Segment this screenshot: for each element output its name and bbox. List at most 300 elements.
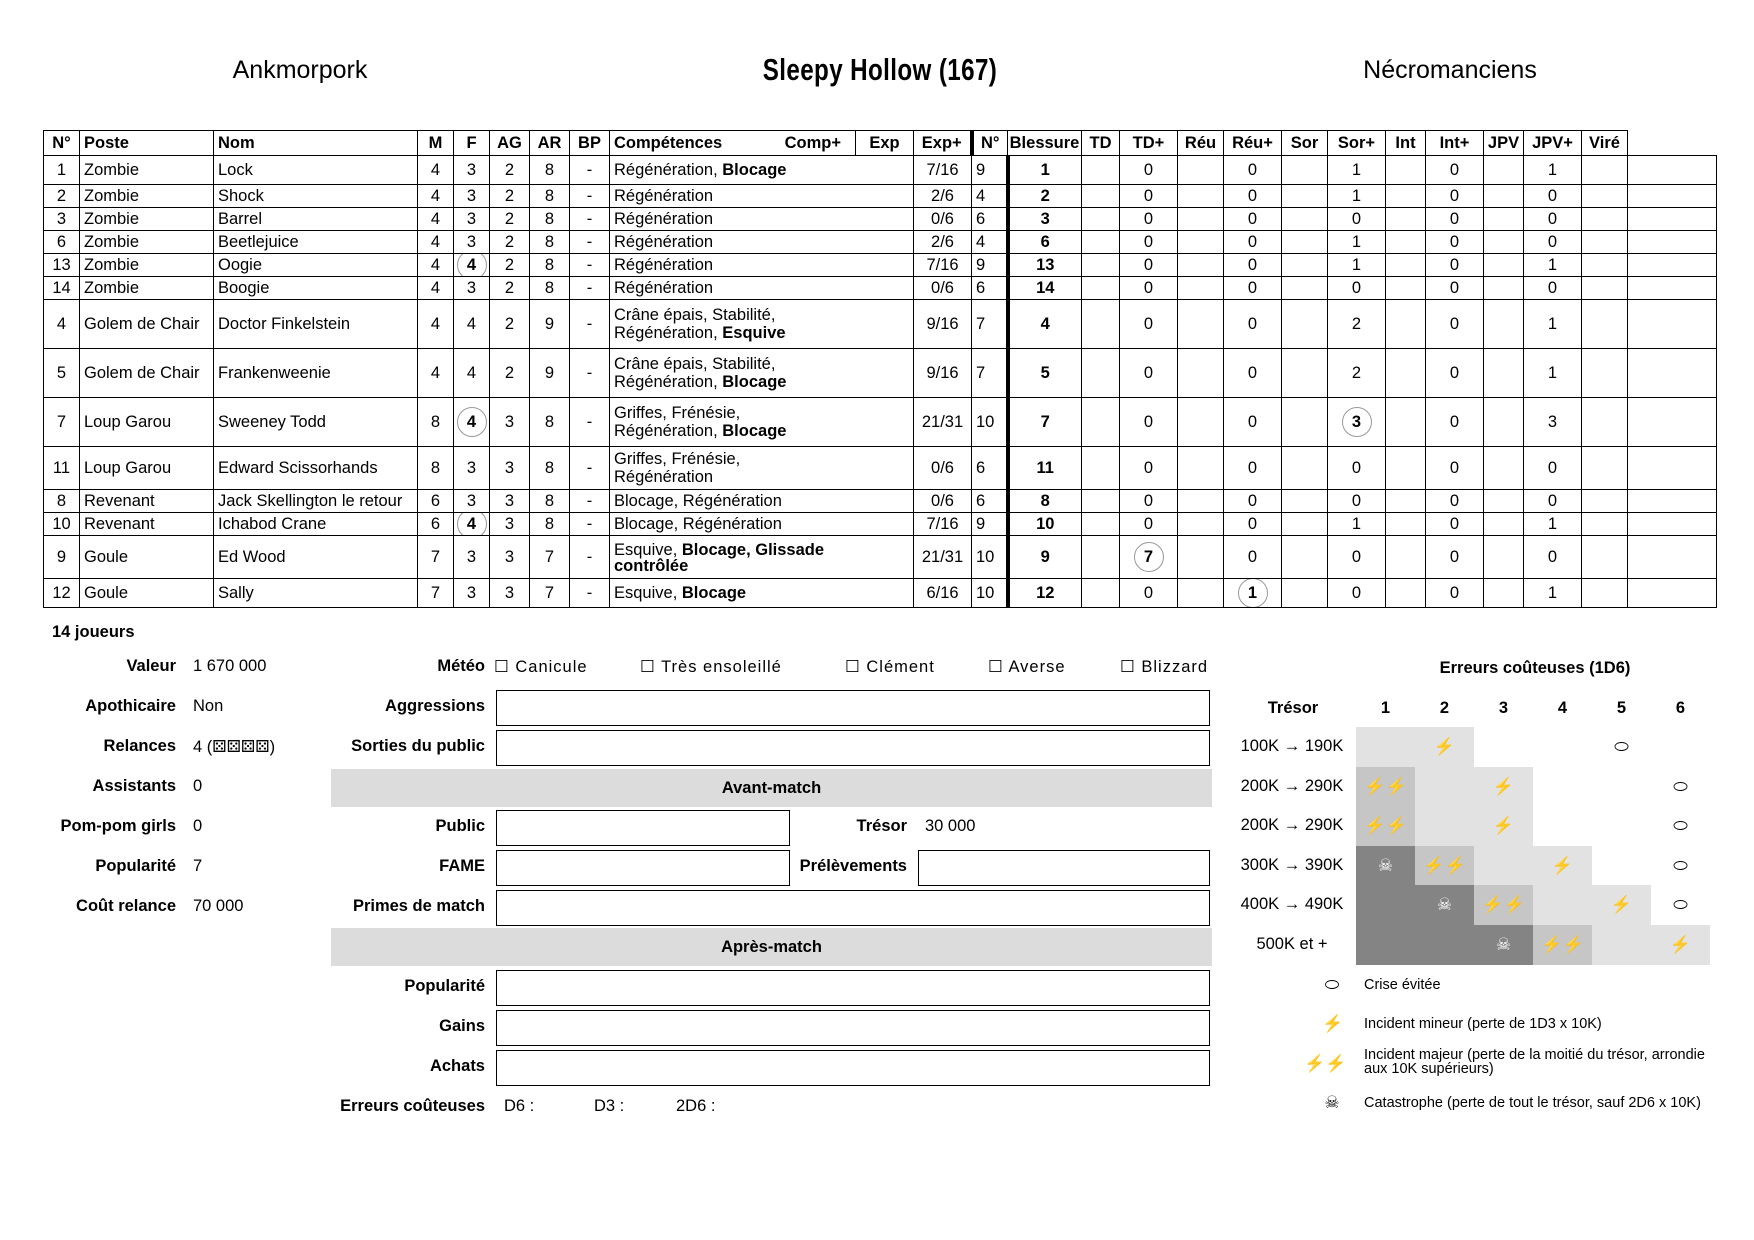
cell-competences xyxy=(610,156,914,185)
cell-num2 xyxy=(1008,254,1082,277)
cell-jpv xyxy=(1524,300,1582,349)
cell-num xyxy=(44,185,80,208)
errors-row-label: 100K → 190K xyxy=(1240,737,1344,755)
prelevements-label: Prélèvements xyxy=(799,857,907,875)
cell-ag xyxy=(490,208,530,231)
cell-bp-value: - xyxy=(586,548,593,566)
cell-num xyxy=(44,490,80,513)
cell-reu xyxy=(1224,208,1282,231)
cell-vire xyxy=(1628,156,1717,185)
cell-f-value: 4 xyxy=(457,254,487,277)
cell-reu-plus xyxy=(1282,231,1328,254)
cell-td xyxy=(1120,231,1178,254)
lightning-icon: ⚡ xyxy=(1433,737,1456,756)
cell-vire xyxy=(1628,513,1717,536)
cell-exp-value: 6/16 xyxy=(926,584,959,602)
cell-sor xyxy=(1328,208,1386,231)
players-count: 14 joueurs xyxy=(52,623,135,641)
meteo-label: Météo xyxy=(437,657,485,675)
errors-col-6: 6 xyxy=(1675,699,1686,717)
cell-exp-value: 9/16 xyxy=(926,315,959,333)
cell-f-value: 3 xyxy=(466,584,477,602)
cell-sor xyxy=(1328,231,1386,254)
cell-reu-plus xyxy=(1282,208,1328,231)
cell-int xyxy=(1426,300,1484,349)
errors-cell xyxy=(1356,925,1415,965)
cell-int xyxy=(1426,277,1484,300)
skull-icon: ☠ xyxy=(1495,934,1512,954)
errors-col-3: 3 xyxy=(1498,699,1509,717)
cell-blessure xyxy=(1082,208,1120,231)
cell-int-value: 0 xyxy=(1449,584,1460,602)
apres-match-band: Après-match xyxy=(331,928,1212,966)
cell-exp-value: 0/6 xyxy=(931,279,954,297)
cell-num2-value: 7 xyxy=(1040,413,1050,431)
cell-jpv-plus xyxy=(1582,254,1628,277)
cell-td xyxy=(1120,490,1178,513)
cell-exp-plus xyxy=(972,185,1008,208)
cell-exp-plus xyxy=(972,254,1008,277)
cell-exp-value: 21/31 xyxy=(921,548,964,566)
table-row xyxy=(44,300,1717,349)
cell-bp-value: - xyxy=(586,315,593,333)
cell-nom-value: Ed Wood xyxy=(218,548,286,566)
cell-exp-plus-value: 10 xyxy=(976,548,995,566)
cell-poste-value: Loup Garou xyxy=(84,459,172,477)
cell-num-value: 8 xyxy=(56,492,67,510)
cell-m-value: 7 xyxy=(430,548,441,566)
cell-poste-value: Goule xyxy=(84,548,129,566)
cell-int-plus xyxy=(1484,349,1524,398)
cell-num xyxy=(44,300,80,349)
cell-ag-value: 3 xyxy=(504,492,515,510)
cell-ar xyxy=(530,490,570,513)
cell-f-value: 3 xyxy=(466,210,477,228)
table-row xyxy=(44,398,1717,447)
cell-jpv xyxy=(1524,513,1582,536)
cell-ar-value: 8 xyxy=(544,256,555,274)
primes-field[interactable] xyxy=(496,890,1210,926)
cell-num2 xyxy=(1008,231,1082,254)
cell-int-plus xyxy=(1484,513,1524,536)
cell-td-value: 0 xyxy=(1143,210,1154,228)
cell-exp-value: 2/6 xyxy=(931,187,954,205)
cell-num2-value: 2 xyxy=(1040,187,1050,205)
cell-num2 xyxy=(1008,579,1082,608)
cell-num2 xyxy=(1008,398,1082,447)
cell-nom xyxy=(214,156,418,185)
cell-exp-plus xyxy=(972,447,1008,490)
col-poste: Poste xyxy=(80,131,214,156)
crise-icon: ⬭ xyxy=(1673,776,1688,796)
cell-poste-value: Revenant xyxy=(84,492,155,510)
erreurs-d6: D6 : xyxy=(504,1097,535,1115)
cell-ar-value: 8 xyxy=(544,492,555,510)
cell-poste xyxy=(80,185,214,208)
sorties-label: Sorties du public xyxy=(351,737,485,755)
cell-td-plus xyxy=(1178,490,1224,513)
legend-crise: Crise évitée xyxy=(1364,977,1441,993)
cell-jpv xyxy=(1524,398,1582,447)
cell-f xyxy=(454,398,490,447)
cell-f xyxy=(454,277,490,300)
cell-int-plus xyxy=(1484,208,1524,231)
cell-nom xyxy=(214,398,418,447)
cell-sor-plus xyxy=(1386,490,1426,513)
cell-bp xyxy=(570,536,610,579)
errors-cell xyxy=(1415,806,1474,846)
col-exp-plus: Exp+ xyxy=(914,131,972,156)
lightning-icon: ⚡ xyxy=(1669,934,1692,954)
cell-num xyxy=(44,349,80,398)
roster-table xyxy=(43,130,1717,608)
col-sor-plus: Sor+ xyxy=(1328,131,1386,156)
cell-jpv xyxy=(1524,254,1582,277)
cell-reu-value: 0 xyxy=(1247,256,1258,274)
skills-line xyxy=(614,161,909,179)
table-row xyxy=(44,208,1717,231)
cell-sor-value: 0 xyxy=(1351,548,1362,566)
meteo-opt-4[interactable]: ☐ Blizzard xyxy=(1120,658,1209,676)
cell-nom xyxy=(214,349,418,398)
meteo-opt-0[interactable]: ☐ Canicule xyxy=(494,658,588,676)
sorties-field[interactable] xyxy=(496,730,1210,766)
cell-blessure xyxy=(1082,300,1120,349)
cell-jpv-value: 0 xyxy=(1547,233,1558,251)
primes-label: Primes de match xyxy=(352,897,485,915)
cell-ar xyxy=(530,447,570,490)
achats-field[interactable] xyxy=(496,1050,1210,1086)
cell-vire xyxy=(1628,579,1717,608)
cell-nom xyxy=(214,300,418,349)
skills-bold: Blocage xyxy=(722,373,787,391)
cell-nom xyxy=(214,579,418,608)
cell-num-value: 4 xyxy=(56,315,67,333)
skills-bold: Blocage xyxy=(722,422,787,440)
skills-text: Régénération, xyxy=(614,422,718,440)
cell-ar-value: 8 xyxy=(544,413,555,431)
popularite-match-label: Popularité xyxy=(404,977,485,995)
skills-text: Régénération xyxy=(614,468,714,486)
cell-num-value: 1 xyxy=(56,161,67,179)
cell-reu-value: 0 xyxy=(1247,315,1258,333)
table-row xyxy=(44,185,1717,208)
cell-int xyxy=(1426,156,1484,185)
cell-td-plus xyxy=(1178,398,1224,447)
cell-int-value: 0 xyxy=(1449,492,1460,510)
cell-jpv-plus xyxy=(1582,156,1628,185)
cell-vire xyxy=(1628,536,1717,579)
cell-nom xyxy=(214,231,418,254)
cell-td-plus xyxy=(1178,208,1224,231)
cell-blessure xyxy=(1082,254,1120,277)
cell-ag xyxy=(490,185,530,208)
cell-td-value: 0 xyxy=(1143,364,1154,382)
cell-vire xyxy=(1628,398,1717,447)
tresor-label: Trésor xyxy=(856,817,907,835)
cell-m xyxy=(418,277,454,300)
meteo-opt-2[interactable]: ☐ Clément xyxy=(845,658,935,676)
cell-td-value: 0 xyxy=(1143,187,1154,205)
cell-num xyxy=(44,156,80,185)
cell-m xyxy=(418,185,454,208)
skull-icon: ☠ xyxy=(1436,895,1453,914)
table-row xyxy=(44,447,1717,490)
cell-sor-plus xyxy=(1386,185,1426,208)
cell-bp-value: - xyxy=(586,515,593,533)
prelevements-field[interactable] xyxy=(918,850,1210,886)
cell-poste-value: Golem de Chair xyxy=(84,364,200,382)
cell-reu xyxy=(1224,300,1282,349)
cell-sor-value: 0 xyxy=(1351,459,1362,477)
cell-reu-plus xyxy=(1282,398,1328,447)
cell-td-plus xyxy=(1178,579,1224,608)
cell-ar xyxy=(530,208,570,231)
cell-f-value: 4 xyxy=(466,364,477,382)
errors-cell xyxy=(1533,885,1592,925)
cell-m xyxy=(418,349,454,398)
cell-num2-value: 6 xyxy=(1040,233,1050,251)
cell-sor-value: 0 xyxy=(1351,492,1362,510)
cell-m-value: 4 xyxy=(430,233,441,251)
errors-row-label: 300K → 390K xyxy=(1240,855,1344,874)
cell-reu xyxy=(1224,447,1282,490)
cell-bp xyxy=(570,300,610,349)
cell-ag xyxy=(490,513,530,536)
cell-reu xyxy=(1224,490,1282,513)
col-td-plus: TD+ xyxy=(1120,131,1178,156)
errors-row-label: 200K → 290K xyxy=(1240,816,1344,834)
cell-exp xyxy=(914,447,972,490)
skills-line xyxy=(614,210,909,228)
cell-td xyxy=(1120,447,1178,490)
cell-jpv-plus xyxy=(1582,300,1628,349)
cell-bp xyxy=(570,254,610,277)
cell-exp-plus xyxy=(972,398,1008,447)
apothicaire-value: Non xyxy=(193,697,224,715)
popularite-match-field[interactable] xyxy=(496,970,1210,1006)
cell-td-plus xyxy=(1178,254,1224,277)
cell-reu-value: 0 xyxy=(1247,364,1258,382)
cell-ag-value: 2 xyxy=(504,233,515,251)
table-row xyxy=(44,513,1717,536)
col-nom: Nom xyxy=(214,131,418,156)
cell-td-plus xyxy=(1178,513,1224,536)
cell-f xyxy=(454,185,490,208)
double-lightning-icon: ⚡⚡ xyxy=(1364,776,1407,796)
cell-jpv-value: 1 xyxy=(1547,315,1558,333)
cell-num2 xyxy=(1008,277,1082,300)
cell-competences xyxy=(610,513,914,536)
cell-ag xyxy=(490,254,530,277)
cell-reu-value: 0 xyxy=(1247,492,1258,510)
cell-int-plus xyxy=(1484,398,1524,447)
cell-poste-value: Zombie xyxy=(84,233,140,251)
skills-text: Régénération, xyxy=(614,324,718,342)
cell-ar xyxy=(530,536,570,579)
errors-cell xyxy=(1592,925,1651,965)
cell-sor-value: 0 xyxy=(1351,584,1362,602)
cell-bp-value: - xyxy=(586,161,593,179)
cell-poste xyxy=(80,447,214,490)
legend-majeur-line2: aux 10K supérieurs) xyxy=(1364,1061,1494,1077)
cell-poste xyxy=(80,579,214,608)
cell-ag xyxy=(490,231,530,254)
cell-num-value: 3 xyxy=(56,210,67,228)
cell-td-plus xyxy=(1178,277,1224,300)
lightning-icon: ⚡ xyxy=(1492,816,1515,835)
cell-num-value: 11 xyxy=(52,459,71,477)
cell-sor xyxy=(1328,447,1386,490)
meteo-opt-1[interactable]: ☐ Très ensoleillé xyxy=(640,658,782,676)
crise-icon: ⬭ xyxy=(1673,816,1688,835)
cell-exp-value: 0/6 xyxy=(931,492,954,510)
cell-exp xyxy=(914,185,972,208)
cell-exp-plus-value: 4 xyxy=(976,187,986,205)
cell-ar-value: 8 xyxy=(544,279,555,297)
cell-num-value: 12 xyxy=(52,584,71,602)
cell-num2 xyxy=(1008,536,1082,579)
cell-reu xyxy=(1224,231,1282,254)
cell-ag xyxy=(490,447,530,490)
cell-f-value: 3 xyxy=(466,492,477,510)
crise-icon: ⬭ xyxy=(1324,975,1340,994)
cell-jpv-plus xyxy=(1582,579,1628,608)
cell-bp-value: - xyxy=(586,492,593,510)
cell-bp-value: - xyxy=(586,279,593,297)
cell-int xyxy=(1426,579,1484,608)
cell-td-plus xyxy=(1178,349,1224,398)
cell-bp xyxy=(570,579,610,608)
cell-int xyxy=(1426,513,1484,536)
cell-poste xyxy=(80,300,214,349)
skills-bold: Blocage, Glissade xyxy=(681,541,825,559)
cell-jpv-plus xyxy=(1582,208,1628,231)
cell-bp xyxy=(570,513,610,536)
cell-num xyxy=(44,231,80,254)
col-int-plus: Int+ xyxy=(1426,131,1484,156)
cell-num2-value: 14 xyxy=(1036,279,1055,297)
cell-m xyxy=(418,398,454,447)
cell-sor-plus xyxy=(1386,579,1426,608)
lightning-icon: ⚡ xyxy=(1551,855,1574,875)
cell-num xyxy=(44,536,80,579)
cell-int-plus xyxy=(1484,254,1524,277)
public-field[interactable] xyxy=(496,810,790,846)
cell-reu-value: 0 xyxy=(1247,548,1258,566)
cell-bp xyxy=(570,447,610,490)
col-competences xyxy=(610,131,856,156)
cell-ag xyxy=(490,277,530,300)
cell-td-value: 0 xyxy=(1143,315,1154,333)
cell-ag xyxy=(490,300,530,349)
cell-reu-value: 0 xyxy=(1247,210,1258,228)
cell-reu-value: 1 xyxy=(1238,579,1268,608)
cell-poste xyxy=(80,349,214,398)
cell-ag xyxy=(490,579,530,608)
cell-f-value: 3 xyxy=(466,279,477,297)
cell-sor-plus xyxy=(1386,208,1426,231)
cell-jpv-plus xyxy=(1582,277,1628,300)
cell-int-value: 0 xyxy=(1449,413,1460,431)
gains-field[interactable] xyxy=(496,1010,1210,1046)
col-int: Int xyxy=(1386,131,1426,156)
cell-sor-plus xyxy=(1386,349,1426,398)
cell-blessure xyxy=(1082,231,1120,254)
cell-td xyxy=(1120,208,1178,231)
cell-num2-value: 10 xyxy=(1036,515,1055,533)
cell-ar-value: 8 xyxy=(544,210,555,228)
cell-competences xyxy=(610,208,914,231)
col-td: TD xyxy=(1082,131,1120,156)
erreurs-d3: D3 : xyxy=(594,1097,625,1115)
cell-ag-value: 2 xyxy=(504,364,515,382)
cell-exp-plus xyxy=(972,579,1008,608)
cell-ar-value: 9 xyxy=(544,364,555,382)
cell-poste xyxy=(80,156,214,185)
cell-ag-value: 3 xyxy=(504,459,515,477)
cell-sor-plus xyxy=(1386,398,1426,447)
errors-cell xyxy=(1415,767,1474,807)
cell-num2-value: 1 xyxy=(1040,161,1050,179)
cell-ar xyxy=(530,231,570,254)
cell-ar xyxy=(530,349,570,398)
cell-td xyxy=(1120,398,1178,447)
cell-jpv xyxy=(1524,447,1582,490)
cell-ar-value: 8 xyxy=(544,161,555,179)
cell-vire xyxy=(1628,254,1717,277)
cell-nom-value: Edward Scissorhands xyxy=(218,459,378,477)
cell-m-value: 4 xyxy=(430,279,441,297)
cell-num xyxy=(44,579,80,608)
cell-ag-value: 2 xyxy=(504,279,515,297)
relances-label: Relances xyxy=(103,737,176,755)
cell-reu-value: 0 xyxy=(1247,413,1258,431)
meteo-opt-3[interactable]: ☐ Averse xyxy=(988,658,1066,676)
cell-ar xyxy=(530,254,570,277)
skills-text: Régénération xyxy=(614,187,714,205)
cell-ar-value: 8 xyxy=(544,515,555,533)
double-lightning-icon: ⚡⚡ xyxy=(1364,816,1407,835)
cell-bp-value: - xyxy=(586,187,593,205)
cell-int-value: 0 xyxy=(1449,315,1460,333)
cell-reu-value: 0 xyxy=(1247,515,1258,533)
cell-num2 xyxy=(1008,490,1082,513)
cell-td-value: 0 xyxy=(1143,279,1154,297)
errors-cell xyxy=(1415,925,1474,965)
cell-reu-plus xyxy=(1282,447,1328,490)
aggressions-field[interactable] xyxy=(496,690,1210,726)
cell-reu-plus xyxy=(1282,300,1328,349)
cell-bp xyxy=(570,208,610,231)
cell-int-plus xyxy=(1484,185,1524,208)
cell-sor-plus xyxy=(1386,447,1426,490)
skills-line1: Griffes, Frénésie, xyxy=(614,450,741,468)
cell-vire xyxy=(1628,349,1717,398)
col-bp: BP xyxy=(570,131,610,156)
cell-sor xyxy=(1328,536,1386,579)
cell-poste-value: Zombie xyxy=(84,279,140,297)
cell-exp-plus-value: 6 xyxy=(976,210,986,228)
skills-bold: Blocage xyxy=(681,584,747,602)
cell-vire xyxy=(1628,447,1717,490)
cell-f-value: 3 xyxy=(466,233,477,251)
cell-f-value: 3 xyxy=(466,187,477,205)
cell-ar xyxy=(530,156,570,185)
cell-f xyxy=(454,490,490,513)
cell-m-value: 4 xyxy=(430,256,441,274)
fame-field[interactable] xyxy=(496,850,790,886)
